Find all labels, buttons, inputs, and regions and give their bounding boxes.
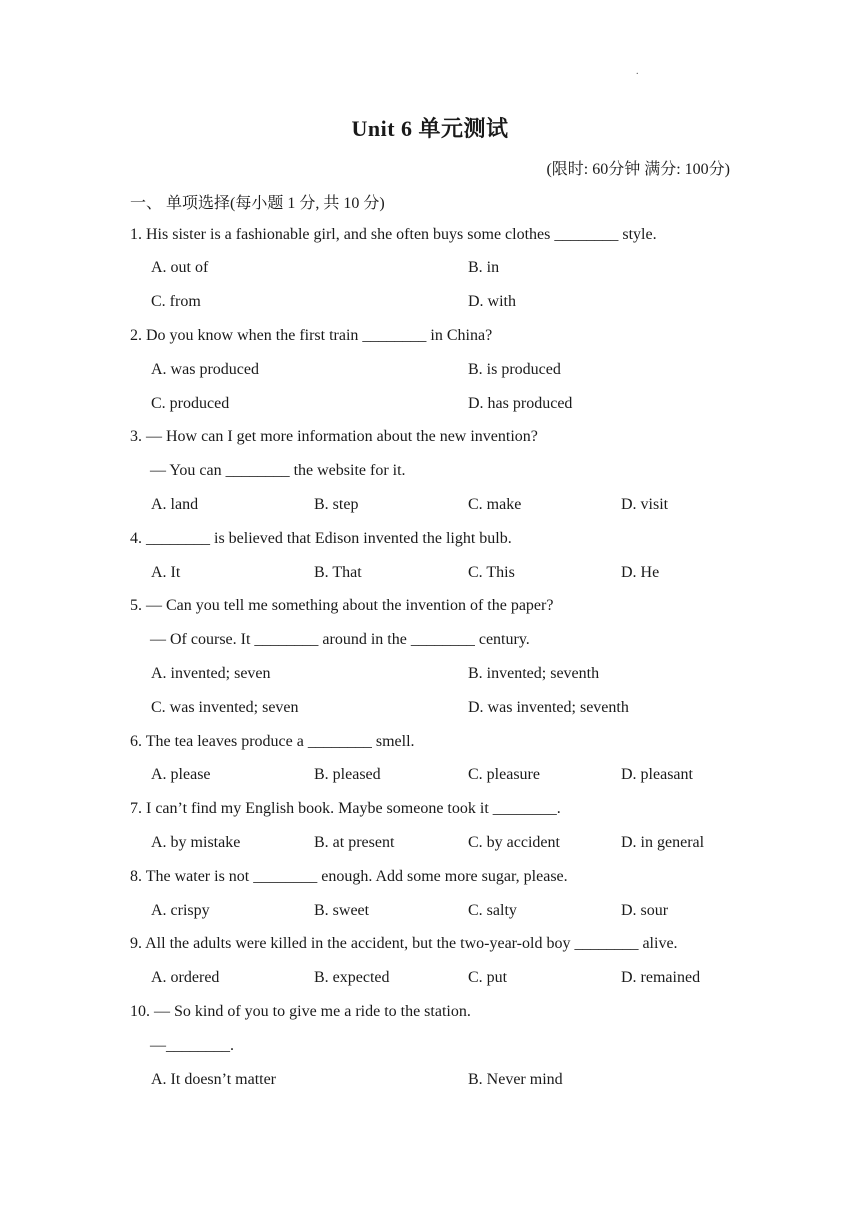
section-heading: 一、 单项选择(每小题 1 分, 共 10 分) xyxy=(130,195,385,212)
option-b: B. is produced xyxy=(468,361,561,378)
option-a: A. was produced xyxy=(151,361,259,378)
time-score-note: (限时: 60分钟 满分: 100分) xyxy=(546,161,730,178)
option-b: B. invented; seventh xyxy=(468,665,600,682)
option-d: D. with xyxy=(468,293,516,310)
option-c: C. produced xyxy=(151,395,230,412)
question-stem: 10. — So kind of you to give me a ride to the station. xyxy=(130,1003,471,1020)
option-b: B. sweet xyxy=(314,902,370,919)
question-stem: 2. Do you know when the first train ________ in China? xyxy=(130,327,493,344)
option-d: D. pleasant xyxy=(621,766,693,783)
option-d: D. has produced xyxy=(468,395,573,412)
question-stem: 6. The tea leaves produce a ________ smell. xyxy=(130,733,415,750)
option-c: C. This xyxy=(468,564,515,581)
option-c: C. pleasure xyxy=(468,766,540,783)
dialogue-reply: —________. xyxy=(150,1037,234,1054)
option-b: B. pleased xyxy=(314,766,381,783)
option-a: A. out of xyxy=(151,259,209,276)
question-stem: 7. I can’t find my English book. Maybe someone took it ________. xyxy=(130,800,561,817)
option-c: C. put xyxy=(468,969,508,986)
option-b: B. step xyxy=(314,496,359,513)
option-b: B. Never mind xyxy=(468,1071,563,1088)
question-stem: 4. ________ is believed that Edison invented the light bulb. xyxy=(130,530,512,547)
option-c: C. make xyxy=(468,496,522,513)
question-stem: 3. — How can I get more information about the new invention? xyxy=(130,428,538,445)
page-mark: . xyxy=(636,66,639,77)
option-a: A. please xyxy=(151,766,211,783)
option-a: A. It doesn’t matter xyxy=(151,1071,277,1088)
option-a: A. It xyxy=(151,564,181,581)
option-c: C. salty xyxy=(468,902,517,919)
dialogue-reply: — Of course. It ________ around in the ________ century. xyxy=(150,631,530,648)
option-d: D. He xyxy=(621,564,660,581)
option-d: D. visit xyxy=(621,496,669,513)
dialogue-reply: — You can ________ the website for it. xyxy=(150,462,406,479)
option-b: B. at present xyxy=(314,834,395,851)
question-stem: 5. — Can you tell me something about the invention of the paper? xyxy=(130,597,554,614)
option-a: A. invented; seven xyxy=(151,665,271,682)
question-stem: 1. His sister is a fashionable girl, and she often buys some clothes ________ style. xyxy=(130,226,657,243)
option-d: D. in general xyxy=(621,834,705,851)
option-b: B. in xyxy=(468,259,500,276)
option-c: C. was invented; seven xyxy=(151,699,299,716)
option-c: C. by accident xyxy=(468,834,560,851)
option-b: B. That xyxy=(314,564,362,581)
option-a: A. land xyxy=(151,496,199,513)
question-stem: 9. All the adults were killed in the accident, but the two-year-old boy ________ alive. xyxy=(130,935,678,952)
option-d: D. was invented; seventh xyxy=(468,699,629,716)
question-stem: 8. The water is not ________ enough. Add some more sugar, please. xyxy=(130,868,568,885)
option-d: D. sour xyxy=(621,902,669,919)
option-a: A. ordered xyxy=(151,969,220,986)
option-d: D. remained xyxy=(621,969,701,986)
option-a: A. by mistake xyxy=(151,834,241,851)
option-b: B. expected xyxy=(314,969,390,986)
option-a: A. crispy xyxy=(151,902,210,919)
page-title: Unit 6 单元测试 xyxy=(351,116,509,141)
option-c: C. from xyxy=(151,293,201,310)
